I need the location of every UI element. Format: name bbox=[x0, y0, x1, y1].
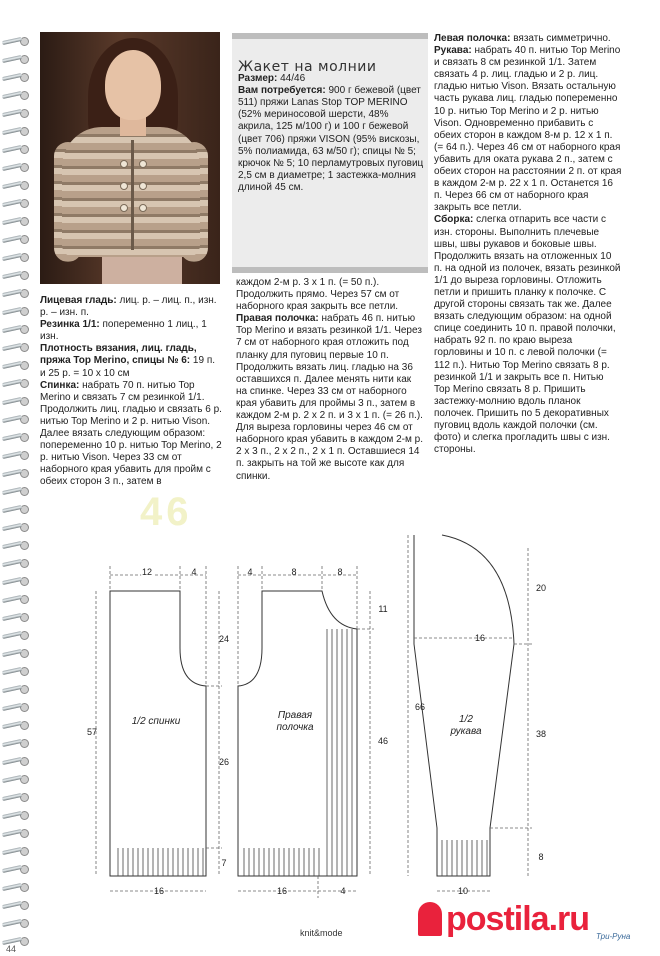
rib-text: попеременно 1 лиц., 1 изн. bbox=[40, 319, 207, 343]
dim-7: 7 bbox=[221, 858, 227, 868]
dim-10: 10 bbox=[457, 886, 469, 896]
dim-20: 20 bbox=[535, 583, 547, 593]
gauge-text: 19 п. и 25 р. = 10 х 10 см bbox=[40, 355, 216, 379]
left-front-label: Левая полочка: bbox=[434, 33, 511, 44]
pin-icon bbox=[418, 902, 442, 936]
dim-16b: 16 bbox=[276, 886, 288, 896]
dim-4a: 4 bbox=[191, 567, 197, 577]
back-continued-text: каждом 2-м р. 3 х 1 п. (= 50 п.). Продолжить прямо. Через 57 см от наборного края закрыть все петли. bbox=[236, 277, 400, 313]
right-front-piece bbox=[238, 591, 357, 876]
back-piece-label: 1/2 спинки bbox=[131, 716, 181, 727]
postila-text: postila.ru bbox=[446, 899, 590, 938]
dim-8c: 8 bbox=[538, 852, 544, 862]
sleeve-text: набрать 40 п. нитью Top Merino и связать 8 см резинкой 1/1. Затем связать 4 р. лиц. гладью и 2 р. лиц. гладью нитью Vison. Вязать остальную часть рукава лиц. гладью попеременно 10 р. нитью Top Merino и 2 р. нитью Vison. Одновременно прибавить с обеих сторон в каждом 8-м р. 12 х 1 п. (= 64 п.). Через 46 см от наборного края убавить для оката рукава 2 п., затем с обеих сторон на расстоянии 2 п. от края в каждом 2-м р. 22 х 1 п. Останется 16 п. Через 66 см от наборного края закрыть все петли. bbox=[434, 45, 622, 214]
sleeve-piece-label-2: рукава bbox=[450, 726, 482, 737]
dim-11: 11 bbox=[378, 604, 388, 614]
assembly-text: слегка отпарить все части с изн. стороны. Выполнить плечевые швы, швы рукавов и боковые швы. Продолжить вязать на отложенных 10 п. на одной из полочек, вязать резинкой 1/1 до выреза горловины. Отложить петли и пришить планку к полочке. С другой стороны связать так же. Далее вязать следующим образом: на одной спице соединить 10 п. правой полочки, набрать 92 п. по краю выреза горловины и 10 п. с левой полочки (= 112 п.). Нитью Top Merino связать 8 р. резинкой 1/1 и закрыть все п. Нитью Top Merino связать 8 р. Пришить застежку-молнию вдоль планок полочек. Пришить по 5 декоративных пуговиц вдоль каждой полочки (см. фото) и слегка прогладить швы с изн. стороны. bbox=[434, 214, 621, 456]
back-label: Спинка: bbox=[40, 379, 80, 391]
assembly-label: Сборка: bbox=[434, 214, 474, 226]
dim-4b: 4 bbox=[247, 567, 253, 577]
article-title: Жакет на молнии bbox=[238, 59, 377, 75]
right-front-label-1: Правая bbox=[277, 710, 313, 721]
rib-label: Резинка 1/1: bbox=[40, 319, 100, 331]
corner-signature: Три-Руна bbox=[596, 932, 631, 941]
dim-57: 57 bbox=[86, 727, 98, 737]
sleeve-piece bbox=[414, 535, 514, 876]
sleeve-label: Рукава: bbox=[434, 45, 472, 57]
brand-footer: knit&mode bbox=[300, 928, 343, 938]
dim-26: 26 bbox=[218, 757, 230, 767]
dim-16c: 16 bbox=[474, 633, 486, 643]
right-front-label-2: полочка bbox=[276, 722, 314, 733]
stockinette-text: лиц. р. – лиц. п., изн. р. – изн. п. bbox=[40, 295, 217, 319]
back-text: набрать 70 п. нитью Top Merino и связать 7 см резинкой 1/1. Продолжить лиц. гладью и связать 6 р. нитью Top Merino и 2 р. нитью Vison. Далее вязать следующим образом: попеременно 10 р. нитью Top Merino, 2 р. нитью Vison. Через 33 см от наборного края убавить для пройм с обеих сторон 3 п., затем в bbox=[40, 379, 222, 488]
left-front-text: вязать симметрично. bbox=[513, 33, 611, 44]
dim-16a: 16 bbox=[153, 886, 165, 896]
stockinette-label: Лицевая гладь: bbox=[40, 295, 117, 306]
dim-12: 12 bbox=[141, 567, 153, 577]
dim-8a: 8 bbox=[291, 567, 297, 577]
dim-66: 66 bbox=[414, 702, 426, 712]
size-watermark: 46 bbox=[140, 490, 193, 534]
postila-watermark bbox=[418, 900, 589, 938]
dim-46: 46 bbox=[377, 736, 389, 746]
dim-8b: 8 bbox=[337, 567, 343, 577]
size-label: Размер: bbox=[238, 73, 278, 85]
materials-label: Вам потребуется: bbox=[238, 85, 326, 97]
dim-24: 24 bbox=[218, 634, 230, 644]
size-value: 44/46 bbox=[280, 73, 306, 85]
dim-4c: 4 bbox=[340, 886, 346, 896]
sleeve-piece-label-1: 1/2 bbox=[459, 714, 473, 725]
page-number: 44 bbox=[6, 944, 17, 954]
right-front-text: набрать 46 п. нитью Top Merino и вязать резинкой 1/1. Через 7 см от наборного края отложить под планку для пуговиц первые 10 п. Продолжить вязать лиц. гладью на 36 оставшихся п. Далее менять нити как на спинке. Через 33 см от наборного края убавить для проймы 3 п., затем в каждом 2-м р. 2 х 2 п. и 3 х 1 п. (= 26 п.). Для выреза горловины через 46 см от наборного края убавить в каждом 2-м р. 2 х 3 п., 2 х 2 п., 2 х 1 п. Оставшиеся 14 п. закрыть на той же высоте как для спинки. bbox=[236, 313, 423, 482]
dim-38: 38 bbox=[535, 729, 547, 739]
gauge-label: Плотность вязания, лиц. гладь, пряжа Top Merino, спицы № 6: bbox=[40, 343, 197, 367]
back-piece bbox=[110, 591, 206, 876]
materials-text: 900 г бежевой (цвет 511) пряжи Lanas Stop TOP MERINO (52% мериносовой шерсти, 48% акрила, 125 м/100 г) и 100 г бежевой (цвет 706) пряжи VISON (95% вискозы, 5% полиамида, 63 м/50 г); спицы № 5; крючок № 5; 10 перламутровых пуговиц 2,5 см в диаметре; 1 застежка-молния длиной 45 см. bbox=[238, 85, 424, 193]
right-front-label: Правая полочка: bbox=[236, 313, 319, 325]
